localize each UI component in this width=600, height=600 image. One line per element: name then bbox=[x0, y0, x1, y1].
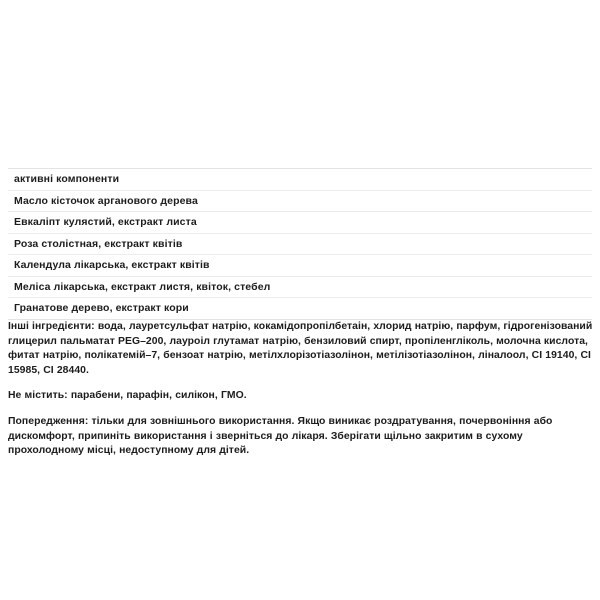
active-ingredients-table bbox=[8, 168, 592, 320]
active-ingredients-header-cell: активні компоненти bbox=[8, 169, 592, 191]
free-from-paragraph: Не містить: парабени, парафін, силікон, ГМО. bbox=[8, 390, 247, 402]
warning-paragraph: Попередження: тільки для зовнішнього використання. Якщо виникає роздратування, почервоніння або дискомфорт, припиніть використання і зверніться до лікаря. Зберігати щільно закритим в сухому прохолодному місці, недоступному для дітей. bbox=[8, 415, 553, 457]
other-ingredients-paragraph: Інші інгредієнти: вода, лауретсульфат натрію, кокамідопропілбетаін, хлорид натрію, парфум, гідрогенізований глицерил пальматат PEG–200, лауроіл глутамат натрію, бензиловий спирт, пропіленгліколь, молочна кислота, фитат натрію, полікатемій–7, бензоат натрію, метілхлорізотіазолінон, метілізотіазолінон, ліналоол, CI 19140, CI 15985, CI 28440. bbox=[8, 321, 593, 376]
table-row bbox=[8, 233, 592, 255]
body-copy-block bbox=[8, 320, 594, 459]
ingredient-name-cell: Меліса лікарська, екстракт листя, квіток, стебел bbox=[8, 276, 592, 298]
ingredient-name-cell: Календула лікарська, екстракт квітів bbox=[8, 255, 592, 277]
table-row bbox=[8, 276, 592, 298]
ingredient-name-cell: Гранатове дерево, екстракт кори bbox=[8, 298, 592, 320]
table-body bbox=[8, 169, 592, 320]
table-row bbox=[8, 212, 592, 234]
table-row bbox=[8, 255, 592, 277]
ingredient-name-cell: Масло кісточок арганового дерева bbox=[8, 190, 592, 212]
ingredient-name-cell: Роза столістная, екстракт квітів bbox=[8, 233, 592, 255]
table-row bbox=[8, 190, 592, 212]
table-row bbox=[8, 298, 592, 320]
ingredient-name-cell: Евкаліпт кулястий, екстракт листа bbox=[8, 212, 592, 234]
table-header-row bbox=[8, 169, 592, 191]
